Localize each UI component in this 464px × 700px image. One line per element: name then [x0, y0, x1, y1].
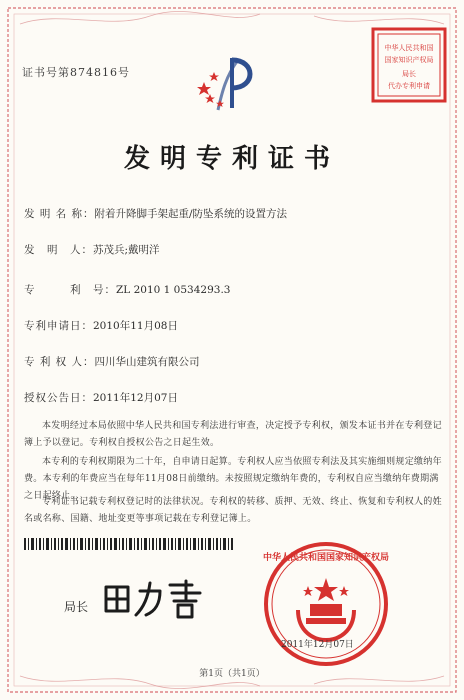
field-value: 四川华山建筑有限公司: [94, 356, 200, 368]
field-invention-name: [24, 206, 287, 221]
field-inventor: [24, 242, 160, 257]
field-label: 发 明 人：: [24, 244, 93, 256]
patent-office-logo-icon: [194, 52, 270, 114]
field-value: 2011年12月07日: [93, 392, 178, 404]
certificate-number: 证书号第874816号: [22, 66, 130, 79]
certificate-title: 发明专利证书: [123, 144, 340, 174]
svg-text:代办专利申请: 代办专利申请: [388, 82, 430, 90]
field-application-date: [24, 318, 178, 333]
field-patent-number: [24, 282, 230, 297]
field-label: 专 利 号：: [24, 284, 116, 296]
paragraph-grant: 本发明经过本局依照中华人民共和国专利法进行审查，决定授予专利权，颁发本证书并在专利登记簿上予以登记。专利权自授权公告之日起生效。: [24, 421, 442, 448]
field-value: 苏茂兵;戴明洋: [93, 244, 160, 256]
barcode-icon: [24, 538, 234, 550]
field-label: 发 明 名 称：: [24, 208, 95, 220]
top-right-seal-icon: [370, 26, 448, 104]
field-label: 专利申请日：: [24, 320, 93, 332]
field-value: 2010年11月08日: [93, 320, 178, 332]
svg-text:国家知识产权局: 国家知识产权局: [384, 56, 434, 64]
field-label: 授权公告日：: [24, 392, 93, 404]
svg-text:局长: 局长: [402, 70, 416, 78]
field-value: 附着升降脚手架起重/防坠系统的设置方法: [94, 208, 288, 220]
field-patentee: [24, 354, 200, 369]
issue-date: 2011年12月07日: [281, 640, 354, 650]
field-value: ZL 2010 1 0534293.3: [116, 284, 231, 296]
paragraph-term: 本专利的专利权期限为二十年，自申请日起算。专利权人应当依照专利法及其实施细则规定缴纳年费。本专利的年费应当在每年11月08日前缴纳。未按照规定缴纳年费的，专利权自应当缴纳年费期满之日起终止。: [24, 457, 442, 501]
director-label: 局长: [64, 600, 89, 614]
paragraph-record: 专利证书记载专利权登记时的法律状况。专利权的转移、质押、无效、终止、恢复和专利权人的姓名或名称、国籍、地址变更等事项记载在专利登记簿上。: [24, 497, 442, 524]
svg-text:中华人民共和国: 中华人民共和国: [384, 44, 434, 52]
field-grant-date: [24, 390, 178, 405]
field-label: 专 利 权 人：: [24, 356, 95, 368]
seal-text: 中华人民共和国国家知识产权局: [262, 553, 390, 563]
page-number: 第1页（共1页）: [199, 669, 265, 679]
director-signature-icon: [100, 577, 210, 619]
